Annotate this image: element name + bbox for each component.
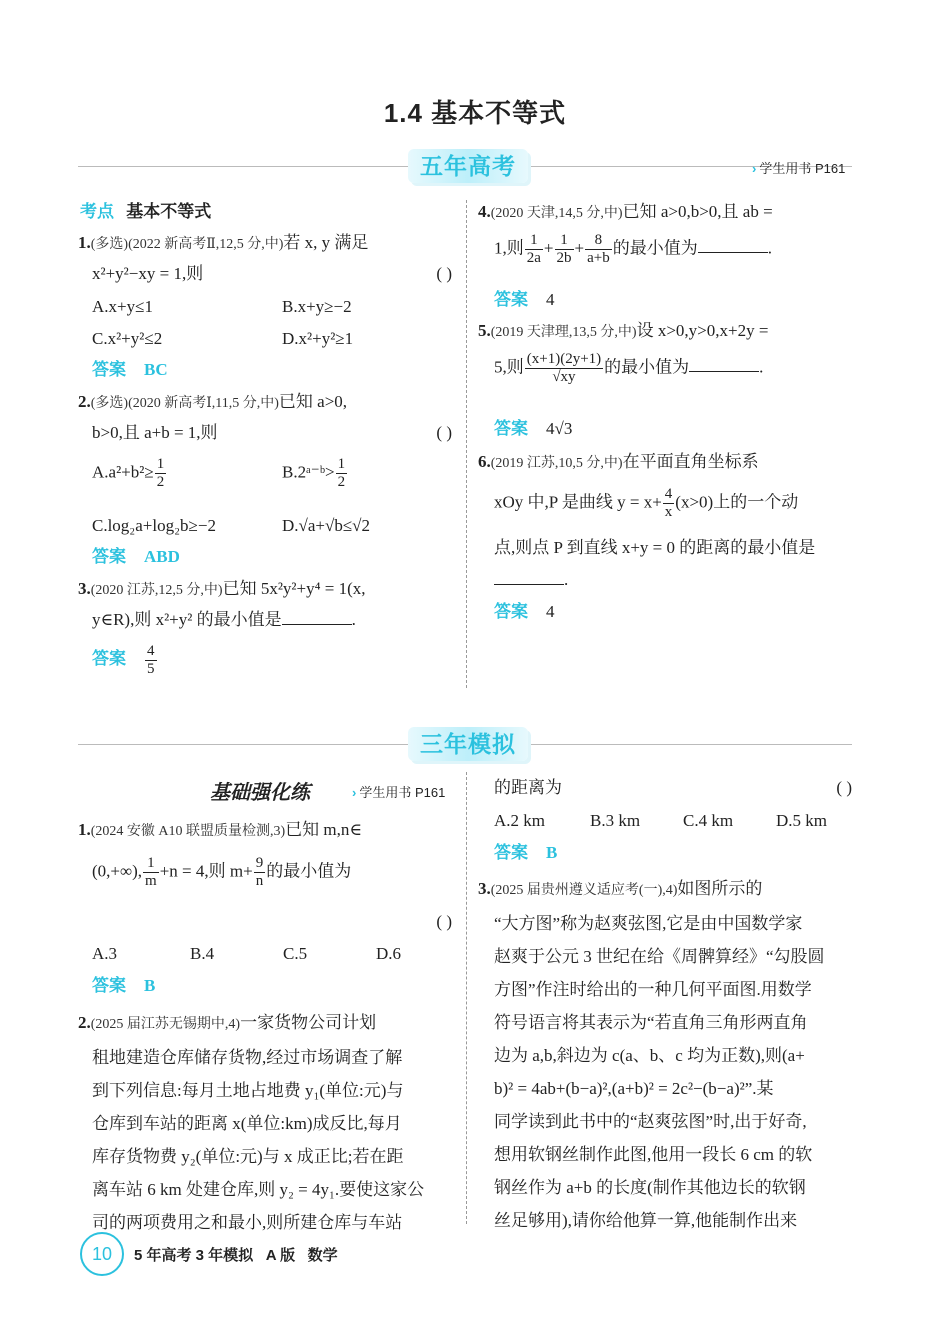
option-c: C.x²+y²≤2 <box>92 329 163 348</box>
fill-blank <box>689 357 759 372</box>
option-d: D.6 <box>376 944 402 963</box>
option-a: A.a²+b²≥ $\frac{1}{2}$ <box>92 456 165 490</box>
practice-question-2: 2.(2025 届江苏无锡期中,4)一家货物公司计划 租地建造仓库储存货物,经过市场调查了解 到下列信息:每月土地占地费 y₁(单位:元)与 仓库到车站的距离 x(单位:km)成反比,每月 库存货物费 y₂(单位:元)与 x 成正比;若在距 离车站 6 km 处建仓库,则 y₂ = 4y₁.要使这家公 司的两项费用之和最小,则所建仓库与车站 <box>78 1013 425 1232</box>
answer-row: 答案 4 <box>494 290 555 309</box>
kaodian-heading: 考点 基本不等式 <box>80 202 212 221</box>
answer-row: 答案 $\frac{4}{5}$ <box>92 643 155 677</box>
student-book-ref-top: › 学生用书 P161 <box>752 161 846 176</box>
banner-three-years: 三年模拟 <box>408 727 528 761</box>
option-b: B.4 <box>190 944 215 963</box>
fill-blank <box>698 238 768 253</box>
answer-row: 答案 BC <box>92 360 168 379</box>
question-5: 5.(2019 天津理,13,5 分,中)设 x>0,y>0,x+2y = 5,则 $\frac{(x+1)(2y+1)}{√xy}$ 的最小值为 . 答案 4√3 <box>478 319 852 449</box>
answer-row: 答案 4 <box>494 602 555 621</box>
question-1: 1.(多选)(2022 新高考Ⅱ,12,5 分,中)若 x, y 满足 x²+y²−xy = 1,则 ( ) A.x+y≤1 B.x+y≥−2 C.x²+y²≤2 D.x²+y²≥1 答案 BC <box>78 231 452 391</box>
student-book-ref-bottom: › 学生用书 P161 <box>352 785 446 800</box>
fill-blank <box>494 570 564 585</box>
answer-row: 答案 B <box>92 976 156 995</box>
fill-blank <box>282 610 352 625</box>
page-number: 10 <box>80 1232 124 1276</box>
practice-question-1: 1.(2024 安徽 A10 联盟质量检测,3)已知 m,n∈ (0,+∞), $\frac{1}{m}$ +n = 4,则 m+ $\frac{9}{n}$ 的最小值为 ( ) A.3 B.4 C.5 D.6 答案 B <box>78 818 452 998</box>
answer-row: 答案 B <box>494 843 558 862</box>
answer-paren: ( ) <box>436 264 452 283</box>
chevron-right-icon: › <box>352 785 357 800</box>
option-d: D.5 km <box>776 811 827 830</box>
option-c: C.4 km <box>683 811 734 830</box>
column-divider-top <box>466 200 467 688</box>
answer-paren: ( ) <box>436 912 452 931</box>
option-c: C.5 <box>283 944 308 963</box>
question-3: 3.(2020 江苏,12,5 分,中)已知 5x²y²+y⁴ = 1(x, y∈R),则 x²+y² 的最小值是 . 答案 $\frac{4}{5}$ <box>78 579 366 677</box>
question-2: 2.(多选)(2020 新高考Ⅰ,11,5 分,中)已知 a>0, b>0,且 a+b = 1,则 ( ) A.a²+b²≥ $\frac{1}{2}$ B.2ᵃ⁻ᵇ> $\frac{1}{2}$ C.log₂a+log₂b≥−2 D.√a+√b≤√2 答案 ABD <box>78 390 452 580</box>
chevron-right-icon: › <box>752 161 757 176</box>
banner-five-years: 五年高考 <box>408 149 528 183</box>
answer-row: 答案 4√3 <box>494 419 573 438</box>
question-6: 6.(2019 江苏,10,5 分,中)在平面直角坐标系 xOy 中,P 是曲线 y = x+ $\frac{4}{x}$ (x>0)上的一个动 点,则点 P 到直线 x+y = 0 的距离的最小值是 . 答案 4 <box>478 450 852 630</box>
practice-heading: 基础强化练 <box>210 782 310 804</box>
question-4: 4.(2020 天津,14,5 分,中)已知 a>0,b>0,且 ab = 1,则 $\frac{1}{2a}$ + $\frac{1}{2b}$ + $\frac{8}{a+b}$ 的最小值为 . 答案 4 <box>478 200 852 320</box>
option-d: D.√a+√b≤√2 <box>282 516 370 535</box>
option-a: A.3 <box>92 944 118 963</box>
option-b: B.x+y≥−2 <box>282 297 352 316</box>
page-title: 1.4 基本不等式 <box>383 98 567 128</box>
option-d: D.x²+y²≥1 <box>282 329 354 348</box>
answer-paren: ( ) <box>436 423 452 442</box>
practice-question-2-continued: 的距离为 ( ) A.2 km B.3 km C.4 km D.5 km 答案 B <box>478 776 852 871</box>
answer-row: 答案 ABD <box>92 547 180 566</box>
column-divider-bottom <box>466 772 467 1224</box>
practice-question-3: 3.(2025 届贵州遵义适应考(一),4)如图所示的 “大方图”称为赵爽弦图,它是由中国数学家 赵爽于公元 3 世纪在给《周髀算经》“勾股圆 方图”作注时给出的一种几何平面图.用数学 符号语言将其表示为“若直角三角形两直角 边为 a,b,斜边为 c(a、b、c 均为正数),则(a+ b)² = 4ab+(b−a)²,(a+b)² = 2c²−(b−a)²”.某 同学读到此书中的“赵爽弦图”时,出于好奇, 想用软钢丝制作此图,他用一段长 6 cm 的软 钢丝作为 a+b 的长度(制作其他边长的软钢 丝足够用),请你给他算一算,他能制作出来 <box>478 879 825 1230</box>
option-a: A.x+y≤1 <box>92 297 153 316</box>
option-a: A.2 km <box>494 811 545 830</box>
answer-paren: ( ) <box>836 778 852 797</box>
footer-book-title: 5 年高考 3 年模拟 A 版 数学 <box>134 1247 338 1264</box>
option-b: B.2ᵃ⁻ᵇ> $\frac{1}{2}$ <box>282 456 346 490</box>
option-b: B.3 km <box>590 811 641 830</box>
option-c: C.log₂a+log₂b≥−2 <box>92 516 216 535</box>
